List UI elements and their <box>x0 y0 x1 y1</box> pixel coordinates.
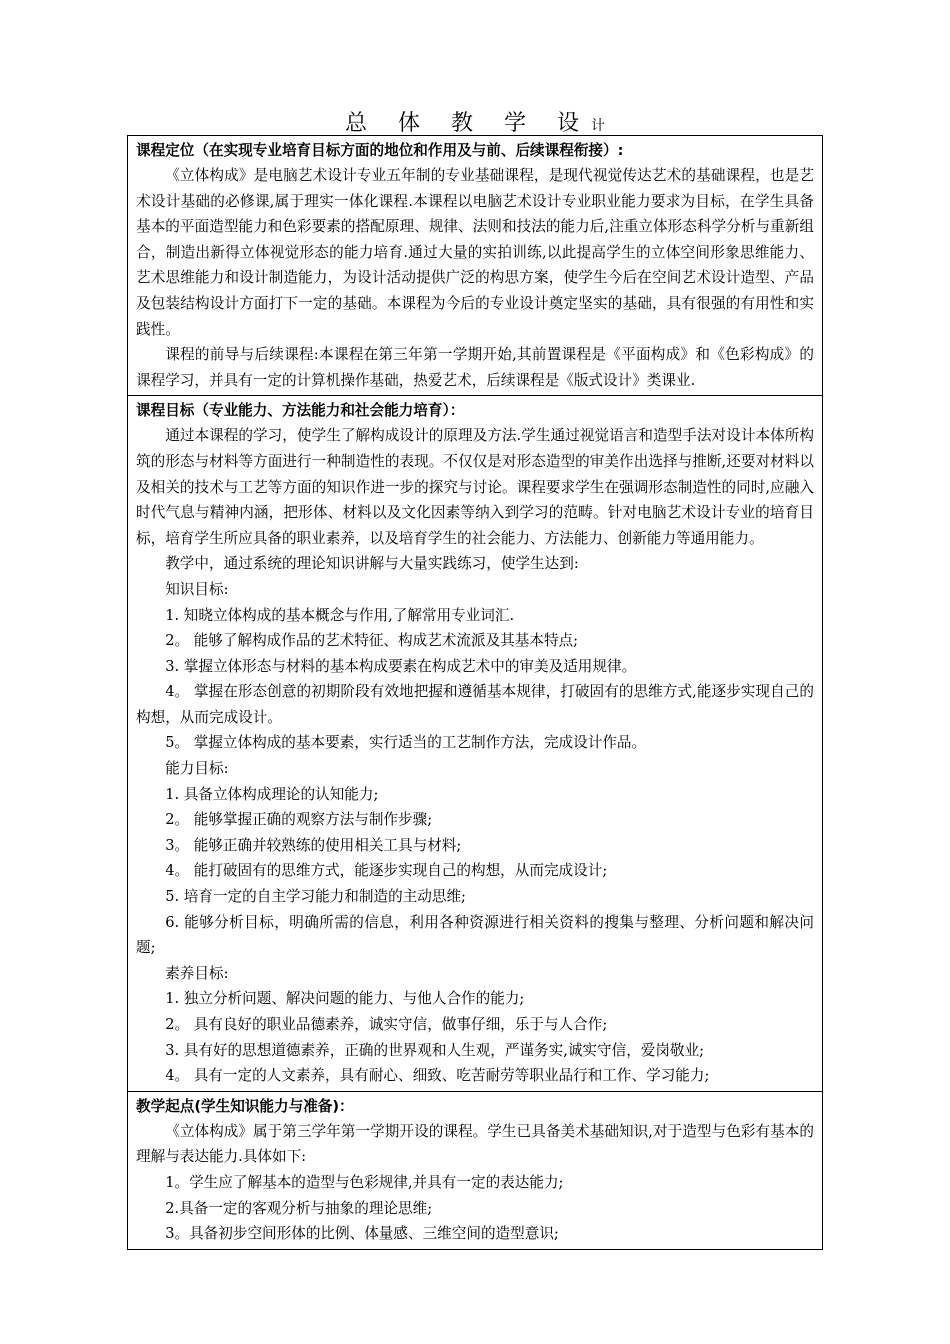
list-item: 6. 能够分析目标，明确所需的信息，利用各种资源进行相关资料的搜集与整理、分析问题和解决问题; <box>136 913 814 957</box>
list-item: 2.具备一定的客观分析与抽象的理论思维; <box>165 1199 433 1217</box>
list-item: 1. 独立分析问题、解决问题的能力、与他人合作的能力; <box>165 990 525 1008</box>
list-item: 1. 具备立体构成理论的认知能力; <box>165 785 379 803</box>
section-heading: 课程定位（在实现专业培育目标方面的地位和作用及与前、后续课程衔接）: <box>136 142 624 159</box>
list-item: 1. 知晓立体构成的基本概念与作用,了解常用专业词汇. <box>165 606 515 624</box>
paragraph: 课程的前导与后续课程:本课程在第三年第一学期开始,其前置课程是《平面构成》和《色彩构成》的课程学习，并具有一定的计算机操作基础，热爱艺术，后续课程是《版式设计》类课业. <box>136 346 814 389</box>
paragraph: 通过本课程的学习，使学生了解构成设计的原理及方法.学生通过视觉语言和造型手法对设计本体所构筑的形态与材料等方面进行一种制造性的表现。不仅仅是对形态造型的审美作出选择与推断,还要对材料以及相关的技术与工艺等方面的知识作进一步的探究与讨论。课程要求学生在强调形态制造性的同时,应融入时代气息与精神内涵，把形体、材料以及文化因素等纳入到学习的范畴。针对电脑艺术设计专业的培育目标，培育学生所应具备的职业素养，以及培育学生的社会能力、方法能力、创新能力等通用能力。 <box>136 427 814 547</box>
list-item: 2。 能够掌握正确的观察方法与制作步骤; <box>165 811 433 829</box>
list-item: 5. 培育一定的自主学习能力和制造的主动思维; <box>165 888 466 906</box>
list-item: 3. 具有好的思想道德素养，正确的世界观和人生观，严谨务实,诚实守信，爱岗敬业; <box>165 1041 705 1059</box>
list-item: 2。 能够了解构成作品的艺术特征、构成艺术流派及其基本特点; <box>165 632 579 650</box>
section-cell <box>128 1091 823 1249</box>
ability-goals-label: 能力目标: <box>165 760 229 778</box>
section-teaching-start <box>128 1091 823 1249</box>
list-item: 3. 掌握立体形态与材料的基本构成要素在构成艺术中的审美及适用规律。 <box>165 657 637 675</box>
section-cell <box>128 136 823 396</box>
list-item: 4。 掌握在形态创意的初期阶段有效地把握和遵循基本规律，打破固有的思维方式,能逐步实现自己的构想，从而完成设计。 <box>136 683 814 726</box>
section-course-goals <box>128 396 823 1091</box>
knowledge-goals-label: 知识目标: <box>165 580 229 598</box>
list-item: 3。 能够正确并较熟练的使用相关工具与材料; <box>165 836 462 854</box>
paragraph: 《立体构成》是电脑艺术设计专业五年制的专业基础课程，是现代视觉传达艺术的基础课程，也是艺术设计基础的必修课,属于理实一体化课程.本课程以电脑艺术设计专业职业能力要求为目标，在学生具备基本的平面造型能力和色彩要素的搭配原理、规律、法则和技法的能力后,注重立体形态科学分析与重新组合，制造出新得立体视觉形态的能力培育.通过大量的实拍训练,以此提高学生的立体空间形象思维能力、艺术思维能力和设计制造能力，为设计活动提供广泛的构思方案，使学生今后在空间艺术设计造型、产品及包装结构设计方面打下一定的基础。本课程为今后的专业设计奠定坚实的基础，具有很强的有用性和实践性。 <box>136 167 814 338</box>
quality-goals-label: 素养目标: <box>165 964 229 982</box>
section-heading: 课程目标（专业能力、方法能力和社会能力培育）： <box>136 402 465 420</box>
paragraph: 《立体构成》属于第三学年第一学期开设的课程。学生已具备美术基础知识,对于造型与色彩有基本的理解与表达能力.具体如下: <box>136 1122 814 1166</box>
section-heading: 教学起点(学生知识能力与准备)： <box>136 1097 354 1115</box>
title-main: 总 体 教 学 设 <box>345 111 591 136</box>
section-cell <box>128 396 823 1091</box>
list-item: 1。学生应了解基本的造型与色彩规律,并具有一定的表达能力; <box>165 1173 564 1191</box>
list-item: 3。具备初步空间形体的比例、体量感、三维空间的造型意识; <box>165 1225 559 1243</box>
list-item: 5。 掌握立体构成的基本要素，实行适当的工艺制作方法，完成设计作品。 <box>165 734 647 752</box>
section-course-position <box>128 136 823 396</box>
design-table <box>127 135 823 1250</box>
title-tail: 计 <box>590 118 605 134</box>
list-item: 4。 能打破固有的思维方式，能逐步实现自己的构想，从而完成设计; <box>165 862 608 880</box>
list-item: 4。 具有一定的人文素养，具有耐心、细致、吃苦耐劳等职业品行和工作、学习能力; <box>165 1067 710 1085</box>
list-item: 2。 具有良好的职业品德素养，诚实守信，做事仔细，乐于与人合作; <box>165 1016 608 1033</box>
paragraph: 教学中，通过系统的理论知识讲解与大量实践练习，使学生达到: <box>165 555 579 573</box>
